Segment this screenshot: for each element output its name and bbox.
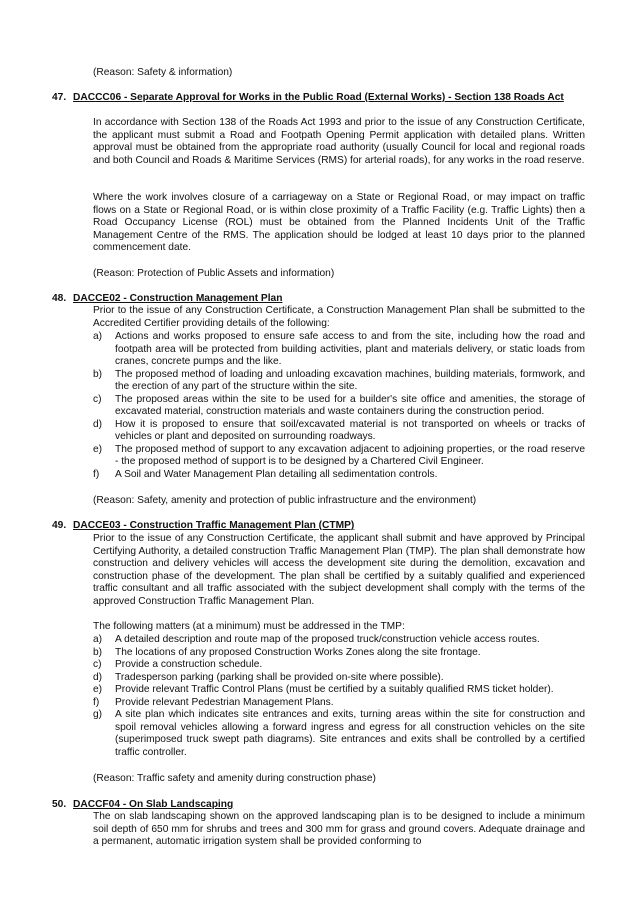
list-item xyxy=(93,647,585,660)
list-item xyxy=(93,444,585,469)
list-item-text: Provide relevant Traffic Control Plans (must be certified by a suitably qualified RMS ticket holder). xyxy=(115,684,554,695)
list-item xyxy=(93,331,585,369)
reason-text: (Reason: Traffic safety and amenity during construction phase) xyxy=(93,773,376,784)
section-paragraph: Where the work involves closure of a carriageway on a State or Regional Road, or may impact on traffic flows on a State or Regional Road, or is within close proximity of a Traffic Facility (e.g. Traffic Lights) then a Road Occupancy License (ROL) must be obtained from the Planned Incidents Unit of the Traffic Management Centre of the RMS. The application should be lodged at least 10 days prior to the planned commencement date. xyxy=(93,192,585,253)
list-item-text: The proposed method of loading and unloading excavation machines, building materials, formwork, and the erection of any part of the structure within the site. xyxy=(115,368,585,392)
list-item-letter: a) xyxy=(93,331,103,342)
list-item-text: A site plan which indicates site entrances and exits, turning areas within the site for construction and spoil removal vehicles allowing a forward ingress and egress for all construction vehicles on the site (superimposed truck swept path diagrams). Site entrances and exits shall be controlled by a certified traffic controller. xyxy=(115,709,585,758)
list-item xyxy=(93,369,585,394)
list-item-letter: c) xyxy=(93,659,102,670)
section-number: 48. xyxy=(52,293,67,304)
section-heading xyxy=(52,520,592,533)
list-item-letter: c) xyxy=(93,393,102,405)
list-item-text: The locations of any proposed Construction Works Zones along the site frontage. xyxy=(115,646,481,658)
list-item-letter: f) xyxy=(93,468,100,480)
section-number: 47. xyxy=(52,92,67,103)
list-item xyxy=(93,634,585,647)
list-item xyxy=(93,419,585,444)
list-item xyxy=(93,709,585,759)
list-item xyxy=(93,684,585,697)
section-heading xyxy=(52,92,592,105)
list-item-letter: e) xyxy=(93,684,103,695)
list-item-letter: d) xyxy=(93,671,103,683)
list-intro: The following matters (at a minimum) must be addressed in the TMP: xyxy=(93,621,405,632)
list-item-letter: f) xyxy=(93,696,100,708)
list-item-text: How it is proposed to ensure that soil/excavated material is not transported on wheels or tracks of vehicles or plant and deposited on surrounding roadways. xyxy=(115,418,585,442)
condition-list xyxy=(93,634,585,759)
section-title: DACCC06 - Separate Approval for Works in the Public Road (External Works) - Section 138 Roads Act xyxy=(73,92,564,103)
list-item-text: Actions and works proposed to ensure safe access to and from the site, including how the road and footpath area will be protected from building activities, plant and materials delivery, or static loads from cranes, concrete pumps and the like. xyxy=(115,331,585,367)
reason-text: (Reason: Protection of Public Assets and information) xyxy=(93,268,335,279)
list-item xyxy=(93,469,585,482)
list-item xyxy=(93,394,585,419)
list-item-text: The proposed method of support to any excavation adjacent to adjoining properties, or the road reserve - the proposed method of support is to be designed by a Chartered Civil Engineer. xyxy=(115,443,585,467)
section-title: DACCF04 - On Slab Landscaping xyxy=(73,799,234,810)
section-number: 50. xyxy=(52,799,67,810)
list-item-text: Provide a construction schedule. xyxy=(115,659,263,670)
list-item xyxy=(93,672,585,685)
section-heading xyxy=(52,799,592,812)
list-item-text: The proposed areas within the site to be used for a builder's site office and amenities, the storage of excavated material, construction materials and waste containers during the construction period. xyxy=(115,393,585,417)
list-item xyxy=(93,697,585,710)
list-item-letter: b) xyxy=(93,646,103,658)
list-item-text: Provide relevant Pedestrian Management Plans. xyxy=(115,696,334,708)
list-item-text: A detailed description and route map of the proposed truck/construction vehicle access routes. xyxy=(115,634,540,645)
section-title: DACCE02 - Construction Management Plan xyxy=(73,293,283,304)
list-item-letter: e) xyxy=(93,443,103,455)
list-item-letter: a) xyxy=(93,634,103,645)
list-item-letter: d) xyxy=(93,418,103,430)
section-paragraph: The on slab landscaping shown on the approved landscaping plan is to be designed to include a minimum soil depth of 650 mm for shrubs and trees and 300 mm for grass and ground covers. Adequate drainage and a permanent, automatic irrigation system shall be provided conforming to xyxy=(93,811,585,847)
list-item-letter: g) xyxy=(93,709,103,720)
section-paragraph: In accordance with Section 138 of the Roads Act 1993 and prior to the issue of any Construction Certificate, the applicant must submit a Road and Footpath Opening Permit application with detailed plans. Written approval must be obtained from the appropriate road authority (usually Council for local and regional roads and both Council and Roads & Maritime Services (RMS) for arterial roads), for any works in the road reserve. xyxy=(93,117,585,166)
list-item-text: A Soil and Water Management Plan detailing all sedimentation controls. xyxy=(115,468,438,480)
reason-text: (Reason: Safety & information) xyxy=(93,67,233,78)
section-heading xyxy=(52,293,592,306)
list-item-letter: b) xyxy=(93,368,103,380)
section-number: 49. xyxy=(52,520,67,531)
condition-list xyxy=(93,331,585,481)
list-item-text: Tradesperson parking (parking shall be provided on-site where possible). xyxy=(115,671,444,683)
list-item xyxy=(93,659,585,672)
reason-text: (Reason: Safety, amenity and protection of public infrastructure and the environment) xyxy=(93,495,477,506)
section-title: DACCE03 - Construction Traffic Management Plan (CTMP) xyxy=(73,520,355,531)
section-paragraph: Prior to the issue of any Construction Certificate, the applicant shall submit and have approved by Principal Certifying Authority, a detailed construction Traffic Management Plan (TMP). The plan shall demonstrate how construction and delivery vehicles will access the development site during the demolition, excavation and construction phase of the development. The plan shall be certified by a suitably qualified and experienced traffic consultant and all traffic associated with the subject development shall comply with the terms of the approved Construction Traffic Management Plan. xyxy=(93,533,585,607)
section-paragraph: Prior to the issue of any Construction Certificate, a Construction Management Plan shall be submitted to the Accredited Certifier providing details of the following: xyxy=(93,305,585,329)
